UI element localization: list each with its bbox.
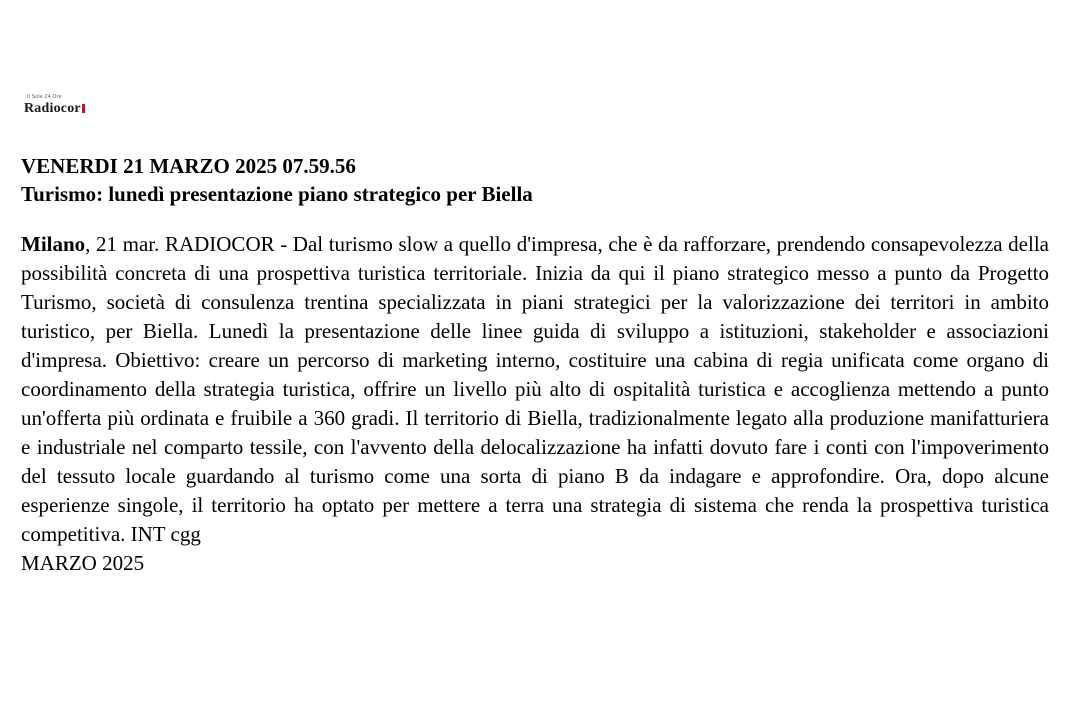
article-city: Milano <box>21 232 86 256</box>
article-body-text: , 21 mar. RADIOCOR - Dal turismo slow a quello d'impresa, che è da rafforzare, prendendo consapevolezza della possibilità concreta di una prospettiva turistica territoriale. Inizia da qui il piano strategico messo a punto da Progetto Turismo, società di consulenza trentina specializzata in piani strategici per la valorizzazione dei territori in ambito turistico, per Biella. Lunedì la presentazione delle linee guida di sviluppo a istituzioni, stakeholder e associazioni d'impresa. Obiettivo: creare un percorso di marketing interno, costituire una cabina di regia unificata come organo di coordinamento della strategia turistica, offrire un livello più alto di ospitalità turistica e accoglienza mettendo a punto un'offerta più ordinata e fruibile a 360 gradi. Il territorio di Biella, tradizionalmente legato alla produzione manifatturiera e industriale nel comparto tessile, con l'avvento della delocalizzazione ha infatti dovuto fare i conti con l'impoverimento del tessuto locale guardando al turismo come una sorta di piano B da indagare e approfondire. Ora, dopo alcune esperienze singole, il territorio ha optato per mettere a terra una strategia di sistema che renda la prospettiva turistica competitiva. INT cgg <box>21 232 1049 546</box>
article-headline: Turismo: lunedì presentazione piano strategico per Biella <box>21 182 533 206</box>
radiocor-logo <box>24 94 85 120</box>
logo-subtext: Il Sole 24 Ore <box>27 94 62 100</box>
article-dateline: VENERDI 21 MARZO 2025 07.59.56 <box>21 154 356 178</box>
article-body <box>21 230 1049 549</box>
article-footer-date: MARZO 2025 <box>21 551 145 575</box>
logo-name <box>24 101 85 116</box>
document-page <box>21 94 1049 578</box>
logo-name-text: Radiocor <box>24 101 81 116</box>
logo-mark-icon <box>82 104 85 113</box>
